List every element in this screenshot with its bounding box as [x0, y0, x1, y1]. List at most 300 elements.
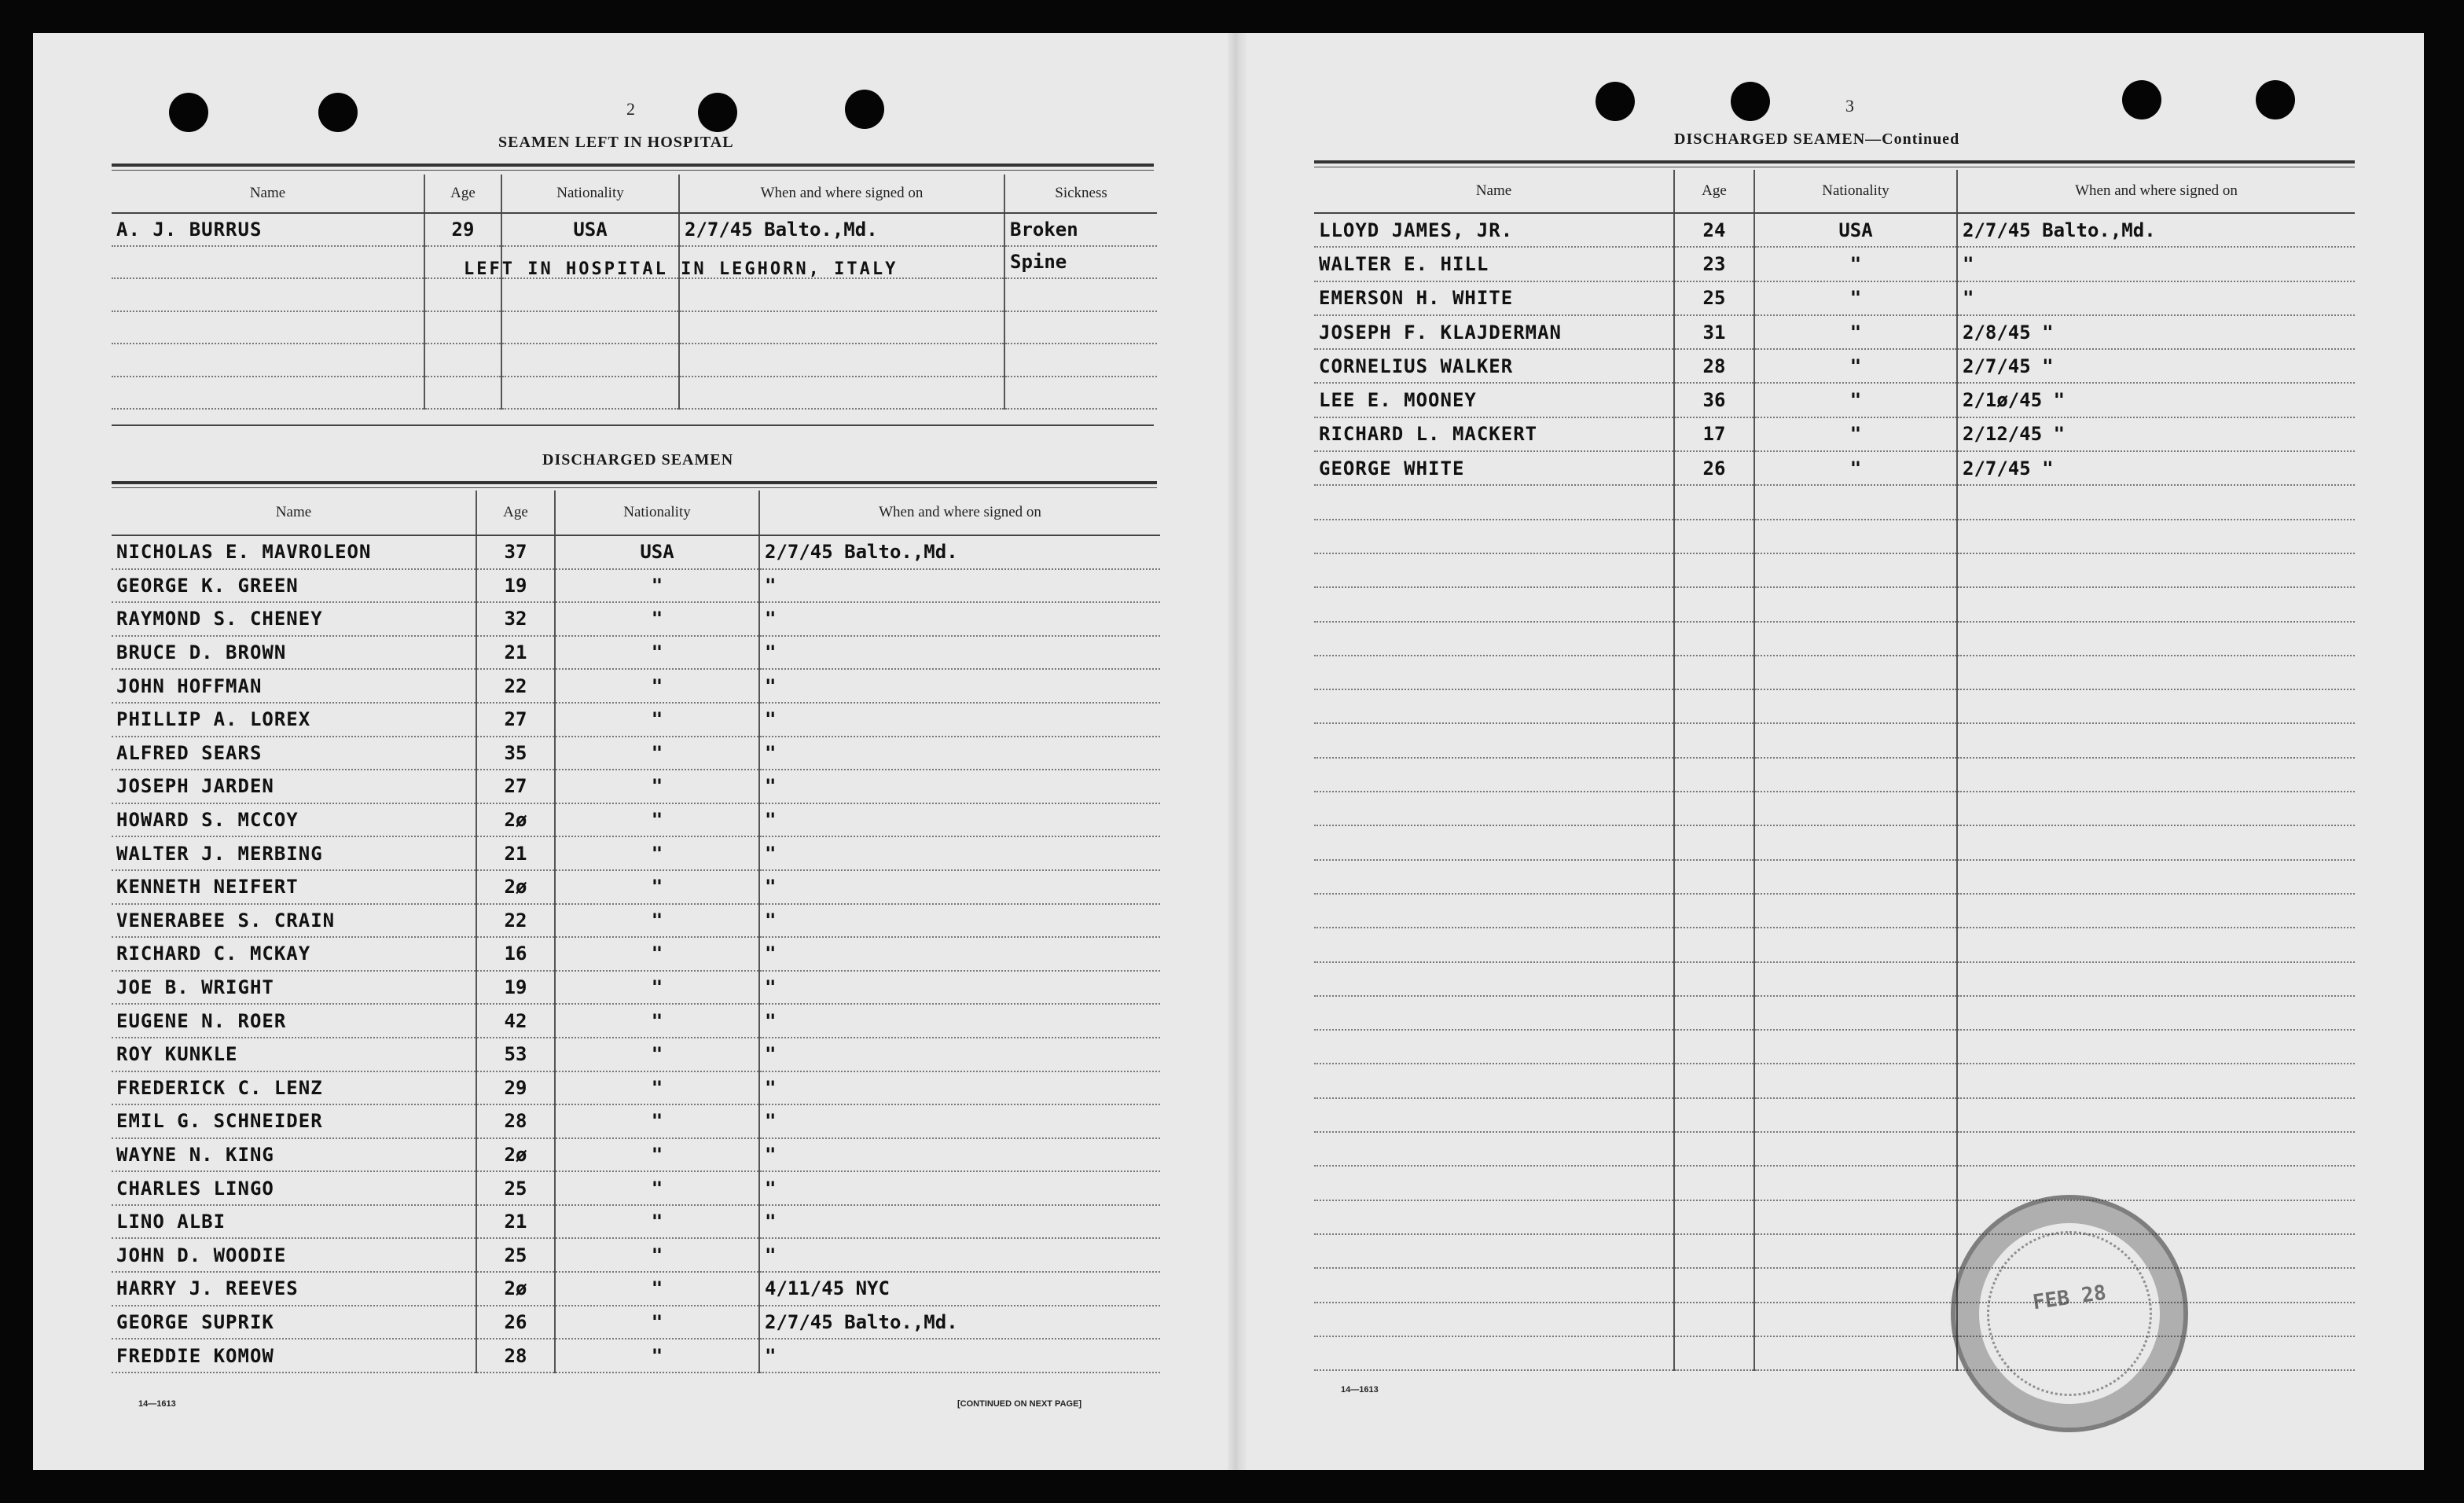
- table-cell: [1314, 1200, 1674, 1234]
- table-row: [1314, 622, 2355, 656]
- table-cell: GEORGE WHITE: [1314, 451, 1674, 485]
- table-cell: [1754, 520, 1957, 553]
- table-cell: [1314, 1303, 1674, 1336]
- table-cell: HARRY J. REEVES: [112, 1272, 476, 1306]
- table-cell: [1674, 1132, 1754, 1166]
- table-cell: [1674, 758, 1754, 792]
- continued-note: [CONTINUED ON NEXT PAGE]: [957, 1399, 1082, 1409]
- punch-hole: [845, 90, 884, 129]
- table-cell: 21: [476, 836, 555, 870]
- table-cell: 2/7/45 ": [1957, 349, 2355, 383]
- column-header: Name: [1314, 170, 1674, 213]
- table-cell: [1754, 1098, 1957, 1132]
- table-cell: ": [759, 1071, 1160, 1105]
- table-row: [112, 904, 1160, 938]
- table-cell: ": [1754, 417, 1957, 451]
- table-cell: ": [759, 904, 1160, 938]
- table-cell: 28: [476, 1339, 555, 1373]
- table-row: [112, 770, 1160, 803]
- table-row: [1314, 1064, 2355, 1097]
- table-cell: [1314, 996, 1674, 1030]
- table-row: [112, 1138, 1160, 1172]
- table-cell: RICHARD C. MCKAY: [112, 937, 476, 971]
- table-cell: KENNETH NEIFERT: [112, 870, 476, 904]
- table-row: [1314, 1303, 2355, 1336]
- table-cell: [1674, 1030, 1754, 1064]
- column-header: Nationality: [1754, 170, 1957, 213]
- table-row: [112, 1071, 1160, 1105]
- table-cell: BRUCE D. BROWN: [112, 636, 476, 670]
- table-cell: [1674, 1303, 1754, 1336]
- table-cell: [1314, 1098, 1674, 1132]
- table-row: [1314, 281, 2355, 315]
- table-cell: Broken: [1004, 213, 1157, 246]
- table-cell: ": [555, 1339, 759, 1373]
- table-cell: [1957, 962, 2355, 996]
- table-cell: [1957, 825, 2355, 859]
- table-row: [112, 1339, 1160, 1373]
- table-cell: [1314, 758, 1674, 792]
- table-cell: ": [759, 1104, 1160, 1138]
- table-row: [1314, 587, 2355, 621]
- table-cell: JOHN HOFFMAN: [112, 669, 476, 703]
- table-cell: 27: [476, 770, 555, 803]
- table-cell: [424, 344, 501, 377]
- table-row: [1314, 825, 2355, 859]
- table-cell: ": [555, 703, 759, 737]
- table-cell: [1314, 553, 1674, 587]
- table-cell: [501, 311, 679, 344]
- table-row: [1314, 247, 2355, 281]
- table-cell: CORNELIUS WALKER: [1314, 349, 1674, 383]
- table-cell: A. J. BURRUS: [112, 213, 424, 246]
- table-row: [112, 213, 1157, 246]
- hospital-table: [112, 175, 1157, 410]
- table-row: [1314, 520, 2355, 553]
- table-cell: 31: [1674, 315, 1754, 349]
- table-cell: GEORGE SUPRIK: [112, 1306, 476, 1339]
- table-cell: [112, 311, 424, 344]
- table-cell: [1314, 689, 1674, 723]
- table-row: [1314, 349, 2355, 383]
- table-cell: [1754, 758, 1957, 792]
- table-cell: [1754, 1030, 1957, 1064]
- table-cell: [1674, 825, 1754, 859]
- table-cell: [1754, 622, 1957, 656]
- table-cell: [112, 344, 424, 377]
- table-cell: ALFRED SEARS: [112, 737, 476, 770]
- table-cell: 2ø: [476, 803, 555, 837]
- table-row: [112, 377, 1157, 410]
- table-cell: [1754, 894, 1957, 928]
- table-cell: [1674, 485, 1754, 519]
- table-cell: [1957, 1098, 2355, 1132]
- table-cell: 28: [1674, 349, 1754, 383]
- table-cell: [1314, 1336, 1674, 1370]
- table-cell: [1957, 1132, 2355, 1166]
- table-row: [112, 311, 1157, 344]
- discharged-table: [112, 491, 1160, 1373]
- punch-hole: [698, 93, 737, 132]
- column-header: Name: [112, 491, 476, 535]
- table-row: [1314, 1336, 2355, 1370]
- table-cell: [1314, 485, 1674, 519]
- punch-hole: [169, 93, 208, 132]
- table-row: [112, 636, 1160, 670]
- table-cell: [1674, 928, 1754, 961]
- section-rule: [112, 487, 1157, 488]
- table-row: [1314, 1132, 2355, 1166]
- table-cell: [1314, 928, 1674, 961]
- table-cell: JOSEPH F. KLAJDERMAN: [1314, 315, 1674, 349]
- table-cell: ": [555, 569, 759, 603]
- table-cell: [1004, 278, 1157, 311]
- table-cell: ": [555, 1004, 759, 1038]
- table-cell: 29: [476, 1071, 555, 1105]
- table-row: [112, 737, 1160, 770]
- table-cell: [1314, 723, 1674, 757]
- table-row: [1314, 996, 2355, 1030]
- table-cell: WALTER E. HILL: [1314, 247, 1674, 281]
- table-row: [1314, 928, 2355, 961]
- table-row: [1314, 485, 2355, 519]
- table-cell: 21: [476, 1205, 555, 1239]
- discharged-section-title: DISCHARGED SEAMEN: [542, 451, 734, 469]
- table-cell: [1957, 689, 2355, 723]
- page-number: 3: [1845, 96, 1854, 116]
- table-cell: 2/7/45 Balto.,Md.: [679, 213, 1004, 246]
- table-cell: ": [555, 1071, 759, 1105]
- table-cell: 2ø: [476, 870, 555, 904]
- table-row: [1314, 1098, 2355, 1132]
- table-cell: [1754, 962, 1957, 996]
- table-cell: [424, 278, 501, 311]
- table-cell: 25: [476, 1171, 555, 1205]
- table-cell: 2/12/45 ": [1957, 417, 2355, 451]
- table-cell: [1674, 622, 1754, 656]
- table-cell: 29: [424, 213, 501, 246]
- table-cell: [1314, 622, 1674, 656]
- table-cell: 17: [1674, 417, 1754, 451]
- table-cell: ": [759, 803, 1160, 837]
- table-cell: RICHARD L. MACKERT: [1314, 417, 1674, 451]
- table-cell: EUGENE N. ROER: [112, 1004, 476, 1038]
- stamp-text: FEB 28: [2031, 1281, 2108, 1315]
- table-row: [1314, 1166, 2355, 1200]
- table-cell: 2/7/45 Balto.,Md.: [759, 535, 1160, 569]
- table-cell: [1314, 1166, 1674, 1200]
- column-header: Nationality: [555, 491, 759, 535]
- table-cell: LLOYD JAMES, JR.: [1314, 213, 1674, 247]
- table-cell: HOWARD S. MCCOY: [112, 803, 476, 837]
- table-cell: [1314, 1132, 1674, 1166]
- discharged-continued-table: [1314, 170, 2355, 1371]
- table-cell: 21: [476, 636, 555, 670]
- table-cell: [1674, 1200, 1754, 1234]
- table-cell: [1004, 311, 1157, 344]
- table-cell: ": [759, 836, 1160, 870]
- table-cell: GEORGE K. GREEN: [112, 569, 476, 603]
- table-cell: [1674, 894, 1754, 928]
- table-cell: ": [555, 737, 759, 770]
- table-cell: [112, 377, 424, 410]
- table-row: [1314, 417, 2355, 451]
- table-cell: [1957, 656, 2355, 689]
- table-cell: [1004, 377, 1157, 410]
- table-cell: ": [759, 937, 1160, 971]
- table-cell: ": [759, 770, 1160, 803]
- table-cell: EMERSON H. WHITE: [1314, 281, 1674, 315]
- table-cell: 36: [1674, 383, 1754, 417]
- table-row: [1314, 689, 2355, 723]
- table-cell: ": [555, 602, 759, 636]
- table-cell: LEE E. MOONEY: [1314, 383, 1674, 417]
- table-cell: ": [555, 904, 759, 938]
- table-cell: [1957, 1030, 2355, 1064]
- table-cell: FREDDIE KOMOW: [112, 1339, 476, 1373]
- column-header: Name: [112, 175, 424, 213]
- table-cell: ": [1754, 349, 1957, 383]
- section-rule: [112, 164, 1154, 167]
- table-cell: [1754, 1336, 1957, 1370]
- table-cell: [1314, 656, 1674, 689]
- table-row: [112, 1004, 1160, 1038]
- table-cell: ": [555, 870, 759, 904]
- table-row: [112, 836, 1160, 870]
- table-cell: [1674, 656, 1754, 689]
- table-cell: [1674, 587, 1754, 621]
- table-cell: ": [759, 1138, 1160, 1172]
- table-cell: [1957, 894, 2355, 928]
- table-row: [112, 535, 1160, 569]
- table-cell: ": [1957, 247, 2355, 281]
- table-cell: 2/7/45 Balto.,Md.: [1957, 213, 2355, 247]
- table-cell: WALTER J. MERBING: [112, 836, 476, 870]
- table-cell: [679, 377, 1004, 410]
- table-cell: ": [759, 1339, 1160, 1373]
- table-cell: [424, 311, 501, 344]
- table-cell: ": [555, 1272, 759, 1306]
- table-cell: [501, 278, 679, 311]
- table-cell: ": [555, 1171, 759, 1205]
- discharged-continued-title: [1674, 130, 1959, 149]
- table-cell: [1314, 587, 1674, 621]
- table-cell: [1957, 587, 2355, 621]
- table-cell: 22: [476, 904, 555, 938]
- table-cell: ": [555, 937, 759, 971]
- table-cell: ": [555, 1038, 759, 1071]
- table-cell: [424, 377, 501, 410]
- table-cell: [1754, 485, 1957, 519]
- table-cell: [1957, 1064, 2355, 1097]
- table-cell: [1754, 1303, 1957, 1336]
- table-cell: [1674, 1064, 1754, 1097]
- table-cell: [1754, 1064, 1957, 1097]
- section-rule: [112, 170, 1154, 171]
- table-row: [1314, 656, 2355, 689]
- table-cell: [1674, 723, 1754, 757]
- table-row: [1314, 451, 2355, 485]
- form-number: 14—1613: [138, 1399, 176, 1409]
- column-header: Sickness: [1004, 175, 1157, 213]
- table-cell: [1754, 1132, 1957, 1166]
- table-cell: [1957, 485, 2355, 519]
- table-row: [1314, 860, 2355, 894]
- table-cell: 37: [476, 535, 555, 569]
- table-cell: 16: [476, 937, 555, 971]
- table-cell: [1957, 723, 2355, 757]
- table-cell: [1957, 520, 2355, 553]
- table-cell: [1674, 1268, 1754, 1302]
- table-row: [112, 278, 1157, 311]
- table-cell: ": [759, 737, 1160, 770]
- table-row: [112, 937, 1160, 971]
- table-row: [112, 1104, 1160, 1138]
- table-row: [112, 1205, 1160, 1239]
- section-rule: [112, 481, 1157, 484]
- title-continued: —Continued: [1865, 130, 1960, 148]
- table-cell: [1674, 1166, 1754, 1200]
- table-cell: [1674, 1098, 1754, 1132]
- page-number: 2: [626, 99, 635, 119]
- table-cell: 25: [1674, 281, 1754, 315]
- table-cell: ": [759, 1238, 1160, 1272]
- column-header: When and where signed on: [679, 175, 1004, 213]
- table-cell: ": [759, 669, 1160, 703]
- table-cell: ": [1754, 315, 1957, 349]
- table-cell: [1674, 792, 1754, 825]
- table-cell: [1754, 996, 1957, 1030]
- table-cell: ": [1754, 281, 1957, 315]
- table-cell: [679, 278, 1004, 311]
- table-cell: ": [759, 1004, 1160, 1038]
- table-cell: [501, 377, 679, 410]
- table-row: [1314, 1268, 2355, 1302]
- table-cell: ": [759, 703, 1160, 737]
- table-cell: ROY KUNKLE: [112, 1038, 476, 1071]
- section-rule: [112, 424, 1154, 426]
- punch-hole: [2122, 80, 2161, 119]
- table-cell: [1674, 996, 1754, 1030]
- table-cell: 28: [476, 1104, 555, 1138]
- table-cell: ": [555, 770, 759, 803]
- table-cell: EMIL G. SCHNEIDER: [112, 1104, 476, 1138]
- table-cell: ": [555, 836, 759, 870]
- table-cell: [1957, 758, 2355, 792]
- table-cell: [1754, 723, 1957, 757]
- table-cell: [1957, 1166, 2355, 1200]
- table-cell: 26: [1674, 451, 1754, 485]
- table-cell: [1957, 928, 2355, 961]
- table-cell: [1957, 996, 2355, 1030]
- page-fold: [1228, 33, 1247, 1470]
- table-cell: [679, 344, 1004, 377]
- table-cell: [1754, 1268, 1957, 1302]
- table-cell: ": [555, 1205, 759, 1239]
- table-cell: USA: [555, 535, 759, 569]
- table-cell: [1754, 689, 1957, 723]
- table-cell: [1314, 825, 1674, 859]
- table-cell: 32: [476, 602, 555, 636]
- table-cell: [1957, 553, 2355, 587]
- table-cell: [1754, 792, 1957, 825]
- table-cell: 19: [476, 971, 555, 1005]
- table-cell: [1674, 520, 1754, 553]
- table-row: [112, 1272, 1160, 1306]
- table-row: [1314, 792, 2355, 825]
- table-cell: 2/7/45 Balto.,Md.: [759, 1306, 1160, 1339]
- table-cell: [1754, 860, 1957, 894]
- table-cell: ": [759, 602, 1160, 636]
- table-cell: ": [555, 1306, 759, 1339]
- table-cell: WAYNE N. KING: [112, 1138, 476, 1172]
- section-rule: [1314, 160, 2355, 164]
- hospital-note: LEFT IN HOSPITAL IN LEGHORN, ITALY: [464, 259, 898, 279]
- table-cell: ": [555, 636, 759, 670]
- table-cell: 2/1ø/45 ": [1957, 383, 2355, 417]
- table-row: [112, 1238, 1160, 1272]
- table-cell: PHILLIP A. LOREX: [112, 703, 476, 737]
- table-cell: ": [759, 636, 1160, 670]
- table-cell: [1314, 1064, 1674, 1097]
- table-cell: 27: [476, 703, 555, 737]
- table-row: [112, 1038, 1160, 1071]
- table-cell: CHARLES LINGO: [112, 1171, 476, 1205]
- column-header: Age: [476, 491, 555, 535]
- table-cell: [1314, 792, 1674, 825]
- table-cell: NICHOLAS E. MAVROLEON: [112, 535, 476, 569]
- table-cell: 53: [476, 1038, 555, 1071]
- table-cell: ": [759, 1171, 1160, 1205]
- table-cell: 2ø: [476, 1272, 555, 1306]
- table-cell: [1957, 792, 2355, 825]
- table-row: [1314, 962, 2355, 996]
- table-cell: [1754, 656, 1957, 689]
- punch-hole: [318, 93, 358, 132]
- table-cell: [1754, 1234, 1957, 1268]
- table-cell: [1674, 962, 1754, 996]
- table-cell: USA: [501, 213, 679, 246]
- table-cell: [1754, 825, 1957, 859]
- table-cell: LINO ALBI: [112, 1205, 476, 1239]
- hospital-section-title: SEAMEN LEFT IN HOSPITAL: [498, 134, 734, 151]
- table-cell: ": [759, 1038, 1160, 1071]
- table-cell: [1314, 894, 1674, 928]
- table-cell: ": [1957, 281, 2355, 315]
- table-cell: [112, 246, 424, 279]
- column-header: When and where signed on: [1957, 170, 2355, 213]
- table-row: [1314, 315, 2355, 349]
- form-number: 14—1613: [1341, 1385, 1379, 1395]
- table-cell: FREDERICK C. LENZ: [112, 1071, 476, 1105]
- table-cell: ": [555, 669, 759, 703]
- table-cell: 4/11/45 NYC: [759, 1272, 1160, 1306]
- table-cell: 24: [1674, 213, 1754, 247]
- table-row: [1314, 383, 2355, 417]
- table-cell: [1754, 553, 1957, 587]
- table-row: [112, 602, 1160, 636]
- table-cell: 2ø: [476, 1138, 555, 1172]
- table-row: [112, 1306, 1160, 1339]
- table-cell: [1314, 962, 1674, 996]
- table-cell: 2/7/45 ": [1957, 451, 2355, 485]
- table-cell: ": [759, 569, 1160, 603]
- table-cell: ": [555, 1238, 759, 1272]
- column-header: Age: [424, 175, 501, 213]
- table-cell: [501, 344, 679, 377]
- table-cell: [1314, 1234, 1674, 1268]
- table-row: [1314, 1234, 2355, 1268]
